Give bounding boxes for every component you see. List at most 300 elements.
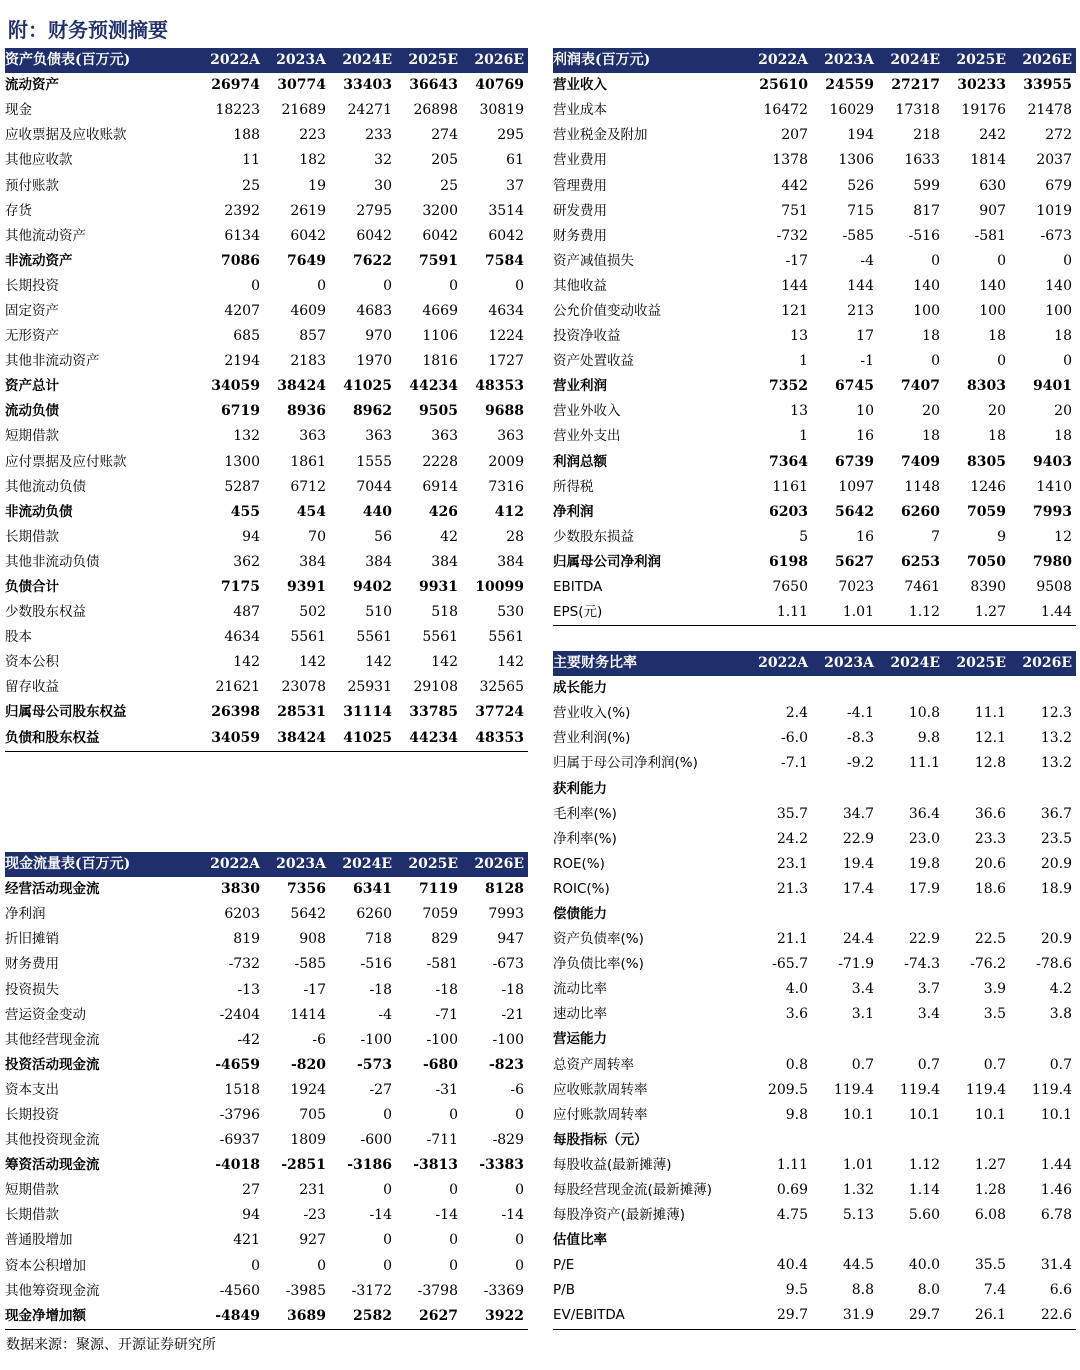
table-row [553,98,1076,123]
value-cell: 35.7 [776,805,808,822]
section-row [553,776,1076,801]
value-cell: 718 [365,931,392,948]
value-cell: 3200 [422,202,458,219]
value-cell: 679 [1045,177,1072,194]
table-row [5,525,528,550]
value-cell: 705 [299,1106,326,1123]
table-row [5,475,528,500]
value-cell: 36643 [409,77,458,94]
table-row [553,1203,1076,1228]
value-cell: 31.9 [812,1303,878,1329]
value-cell: 7980 [1033,553,1072,570]
row-label: 折旧摊销 [5,931,59,948]
value-cell: 5.60 [908,1207,940,1224]
value-cell: 0 [317,277,326,294]
value-cell: 7.4 [983,1282,1006,1299]
value-cell: 22.9 [908,931,940,948]
value-cell: 44234 [396,726,462,752]
value-cell: 207 [781,127,808,144]
table-row [5,927,528,952]
value-cell: 1414 [290,1006,326,1023]
value-cell: 3514 [488,202,524,219]
value-cell: 25610 [759,77,808,94]
value-cell: 23078 [281,679,326,696]
value-cell: -680 [422,1056,458,1073]
value-cell: -711 [426,1132,458,1149]
value-cell: 22.6 [1010,1303,1076,1329]
value-cell: 23.0 [908,830,940,847]
value-cell: 1246 [970,478,1006,495]
value-cell [746,676,812,701]
value-cell: -8.3 [847,730,874,747]
value-cell: 48353 [462,726,528,752]
value-cell: 31.4 [1040,1257,1072,1274]
year-header: 2026E [462,852,528,877]
year-header: 2025E [396,852,462,877]
year-header: 2025E [396,48,462,73]
row-label: 短期借款 [5,1182,59,1199]
value-cell: -21 [501,1006,524,1023]
table-row [553,450,1076,475]
value-cell: 1300 [224,453,260,470]
table-row [5,199,528,224]
value-cell: 10.8 [908,705,940,722]
value-cell: 41025 [330,726,396,752]
value-cell: 28 [506,528,524,545]
value-cell: 142 [233,654,260,671]
table-row [5,1279,528,1304]
value-cell: 4683 [356,302,392,319]
value-cell: 13.2 [1040,755,1072,772]
value-cell: 32565 [479,679,524,696]
value-cell: 363 [299,428,326,445]
table-row [5,1103,528,1128]
value-cell: 18 [988,328,1006,345]
value-cell: 4669 [422,302,458,319]
row-label: 投资损失 [5,981,59,998]
value-cell: 0 [383,1232,392,1249]
value-cell: 12.8 [974,755,1006,772]
table-row [553,1053,1076,1078]
value-cell: 36.4 [908,805,940,822]
value-cell: 2582 [330,1304,396,1330]
value-cell [812,676,878,701]
value-cell: 213 [847,302,874,319]
value-cell: 7119 [419,881,458,898]
value-cell: 41025 [343,378,392,395]
row-label: ROIC(%) [553,880,610,897]
value-cell: 38424 [277,378,326,395]
value-cell: 34059 [198,726,264,752]
value-cell: -71 [435,1006,458,1023]
table-row [553,73,1076,98]
value-cell: -18 [435,981,458,998]
value-cell: 7023 [838,579,874,596]
value-cell [1010,1027,1076,1052]
value-cell: 0.7 [917,1056,940,1073]
value-cell: -18 [369,981,392,998]
value-cell: 6712 [290,478,326,495]
value-cell: 31114 [343,704,392,721]
value-cell: 7316 [488,478,524,495]
value-cell: 455 [230,503,260,520]
row-label: 资本公积增加 [5,1257,86,1274]
table-row [553,324,1076,349]
value-cell: 94 [242,1207,260,1224]
value-cell: -516 [360,956,392,973]
table-row [553,500,1076,525]
value-cell: 17.9 [908,880,940,897]
value-cell: 7461 [904,579,940,596]
value-cell: 0 [515,277,524,294]
table-row [5,274,528,299]
value-cell: 142 [431,654,458,671]
value-cell: 502 [299,604,326,621]
value-cell: -4849 [198,1304,264,1330]
value-cell: 0 [383,277,392,294]
value-cell: 3.8 [1049,1006,1072,1023]
value-cell: 817 [913,202,940,219]
value-cell: 0 [383,1106,392,1123]
value-cell: -829 [492,1132,524,1149]
value-cell: 19.4 [842,855,874,872]
value-cell: -6 [312,1031,326,1048]
value-cell: 20.9 [1040,931,1072,948]
value-cell: 16472 [763,102,808,119]
value-cell: 140 [1045,277,1072,294]
value-cell: 42 [440,528,458,545]
value-cell: 1.44 [1010,600,1076,626]
table-header-row [5,852,528,877]
value-cell: 144 [781,277,808,294]
value-cell: 526 [847,177,874,194]
value-cell: 218 [913,127,940,144]
value-cell: 5561 [422,629,458,646]
value-cell: 16029 [829,102,874,119]
value-cell: 18 [922,328,940,345]
table-row [5,1228,528,1253]
value-cell: 0 [997,252,1006,269]
value-cell: 6042 [422,227,458,244]
value-cell: -1 [860,353,874,370]
year-header: 2024E [330,48,396,73]
value-cell: 18.6 [974,880,1006,897]
value-cell: 487 [233,604,260,621]
value-cell [1010,1228,1076,1253]
row-label: 应付票据及应付账款 [5,453,127,470]
value-cell: 7584 [485,252,524,269]
value-cell [944,1228,1010,1253]
value-cell: 100 [1045,302,1072,319]
value-cell: 26898 [413,102,458,119]
value-cell: -4659 [215,1056,260,1073]
value-cell: 599 [913,177,940,194]
value-cell [1010,776,1076,801]
value-cell: -14 [369,1207,392,1224]
row-label: 每股净资产(最新摊薄) [553,1207,686,1224]
row-label: 存货 [5,202,32,219]
value-cell: 119.4 [899,1081,940,1098]
table-row [553,802,1076,827]
table-row [553,148,1076,173]
value-cell: 132 [233,428,260,445]
table-row [5,349,528,374]
value-cell: 1019 [1036,202,1072,219]
value-cell: 13 [790,403,808,420]
row-label: 留存收益 [5,679,59,696]
value-cell: 24271 [347,102,392,119]
value-cell [1010,676,1076,701]
table-row [5,173,528,198]
value-cell [746,1128,812,1153]
year-header: 2026E [462,48,528,73]
value-cell [812,1027,878,1052]
row-label: 估值比率 [553,1232,607,1249]
value-cell: 12.3 [1040,705,1072,722]
value-cell: 21.3 [776,880,808,897]
table-row [5,123,528,148]
row-label: 归属母公司净利润 [553,553,661,570]
year-header: 2025E [944,48,1010,73]
value-cell [878,776,944,801]
value-cell: 0 [251,1257,260,1274]
table-row [553,1278,1076,1303]
value-cell: 19 [308,177,326,194]
row-label: 速动比率 [553,1006,607,1023]
value-cell: 857 [299,328,326,345]
row-label: EV/EBITDA [553,1303,746,1329]
table-row [553,199,1076,224]
value-cell: -673 [1040,227,1072,244]
value-cell: 6341 [353,881,392,898]
value-cell: 8.0 [917,1282,940,1299]
table-row [553,1078,1076,1103]
row-label: P/E [553,1257,575,1274]
value-cell: 908 [299,931,326,948]
value-cell: 2.4 [785,705,808,722]
value-cell: 421 [233,1232,260,1249]
value-cell: -78.6 [1036,956,1072,973]
value-cell: 6203 [224,906,260,923]
row-label: 预付账款 [5,177,59,194]
value-cell: 7591 [419,252,458,269]
row-label: 净利率(%) [553,830,617,847]
value-cell: 1 [799,428,808,445]
value-cell: 19.8 [908,855,940,872]
value-cell: 209.5 [767,1081,808,1098]
row-label: ROE(%) [553,855,605,872]
row-label: 研发费用 [553,202,607,219]
value-cell: 37724 [475,704,524,721]
value-cell: 1306 [838,152,874,169]
value-cell: 1.01 [812,600,878,626]
row-label: 财务费用 [553,227,607,244]
value-cell: 1378 [772,152,808,169]
value-cell: 36.7 [1040,805,1072,822]
value-cell: 25931 [347,679,392,696]
value-cell: 9401 [1033,378,1072,395]
row-label: 公允价值变动收益 [553,302,661,319]
value-cell: 48353 [475,378,524,395]
row-label: 净利润 [553,503,594,520]
value-cell: 61 [506,152,524,169]
value-cell: 2619 [290,202,326,219]
table-row [5,324,528,349]
value-cell: 0 [515,1182,524,1199]
value-cell: 3.7 [917,981,940,998]
value-cell: 11 [242,152,260,169]
row-label: 应收票据及应收账款 [5,127,127,144]
table-row [5,650,528,675]
value-cell: 6739 [835,453,874,470]
value-cell: 140 [913,277,940,294]
value-cell: 2009 [488,453,524,470]
value-cell: 7352 [769,378,808,395]
row-label: 非流动负债 [5,503,73,520]
value-cell: -4.1 [847,705,874,722]
row-label: 利润总额 [553,453,607,470]
section-row [553,1128,1076,1153]
value-cell: 6.6 [1049,1282,1072,1299]
year-header: 2022A [198,48,264,73]
value-cell: 8305 [967,453,1006,470]
value-cell: 829 [431,931,458,948]
value-cell: 1097 [838,478,874,495]
value-cell: 144 [847,277,874,294]
value-cell: 205 [431,152,458,169]
value-cell: 10.1 [908,1106,940,1123]
row-label: 其他应收款 [5,152,73,169]
value-cell: 7407 [901,378,940,395]
value-cell: 10 [856,403,874,420]
value-cell: 7649 [287,252,326,269]
value-cell: 94 [242,528,260,545]
value-cell: 18 [922,428,940,445]
value-cell: 510 [365,604,392,621]
value-cell: 6745 [835,378,874,395]
value-cell: 5642 [835,503,874,520]
value-cell [812,1128,878,1153]
value-cell: 7050 [967,553,1006,570]
table-row [553,701,1076,726]
value-cell: 6260 [356,906,392,923]
value-cell: 4634 [224,629,260,646]
value-cell: 1970 [356,353,392,370]
value-cell: 56 [374,528,392,545]
value-cell: 25 [242,177,260,194]
value-cell: 20.6 [974,855,1006,872]
value-cell: 0 [449,1182,458,1199]
table-row [5,675,528,700]
value-cell: 40.0 [908,1257,940,1274]
row-label: 现金净增加额 [5,1304,198,1330]
value-cell: 38424 [264,726,330,752]
value-cell: -3172 [351,1282,392,1299]
table-row [553,374,1076,399]
value-cell: 9.8 [917,730,940,747]
table-row [5,1128,528,1153]
table-row [5,1078,528,1103]
value-cell: 1.11 [746,600,812,626]
table-row [5,700,528,725]
value-cell: 1809 [290,1132,326,1149]
row-label: 管理费用 [553,177,607,194]
section-row [553,902,1076,927]
year-header: 2023A [812,651,878,676]
value-cell: -31 [435,1081,458,1098]
value-cell: 1.46 [1040,1182,1072,1199]
table-row [5,73,528,98]
value-cell: 1555 [356,453,392,470]
row-label: 其他筹资现金流 [5,1282,100,1299]
table-header-row [5,48,528,73]
value-cell: 0.69 [776,1182,808,1199]
table-row [553,475,1076,500]
row-label: 营业利润 [553,378,607,395]
row-label: 长期借款 [5,528,59,545]
row-label: 每股指标（元） [553,1131,648,1148]
table-header-row [553,48,1076,73]
value-cell: 363 [365,428,392,445]
table-row [5,625,528,650]
row-label: 无形资产 [5,328,59,345]
value-cell: -823 [488,1056,524,1073]
value-cell: 5561 [488,629,524,646]
value-cell: -3798 [417,1282,458,1299]
value-cell: 30 [374,177,392,194]
row-label: 营业外收入 [553,403,621,420]
table-row [553,1002,1076,1027]
value-cell: 0 [1063,252,1072,269]
value-cell: -23 [303,1207,326,1224]
value-cell: 0 [515,1232,524,1249]
table-row [553,1253,1076,1278]
table-row [5,1304,528,1330]
table-row [553,550,1076,575]
value-cell: 28531 [277,704,326,721]
row-label: 少数股东损益 [553,528,634,545]
value-cell: 9 [997,528,1006,545]
value-cell [812,776,878,801]
value-cell: 142 [365,654,392,671]
value-cell [878,902,944,927]
value-cell: 384 [365,553,392,570]
row-label: 成长能力 [553,680,607,697]
value-cell: -732 [228,956,260,973]
table-row [5,575,528,600]
value-cell [944,676,1010,701]
value-cell: 3.6 [785,1006,808,1023]
value-cell: 242 [979,127,1006,144]
value-cell: 0 [515,1106,524,1123]
table-row [5,299,528,324]
value-cell: 1.27 [944,600,1010,626]
row-label: 股本 [5,629,32,646]
value-cell: 384 [497,553,524,570]
value-cell: -573 [356,1056,392,1073]
value-cell: 384 [299,553,326,570]
value-cell: -3813 [413,1157,458,1174]
value-cell: 233 [365,127,392,144]
table-row [553,424,1076,449]
row-label: 其他投资现金流 [5,1132,100,1149]
value-cell: -42 [237,1031,260,1048]
table-row [5,1254,528,1279]
table-row [553,1303,1076,1329]
value-cell: -732 [776,227,808,244]
value-cell: 30774 [277,77,326,94]
value-cell: 3.4 [917,1006,940,1023]
